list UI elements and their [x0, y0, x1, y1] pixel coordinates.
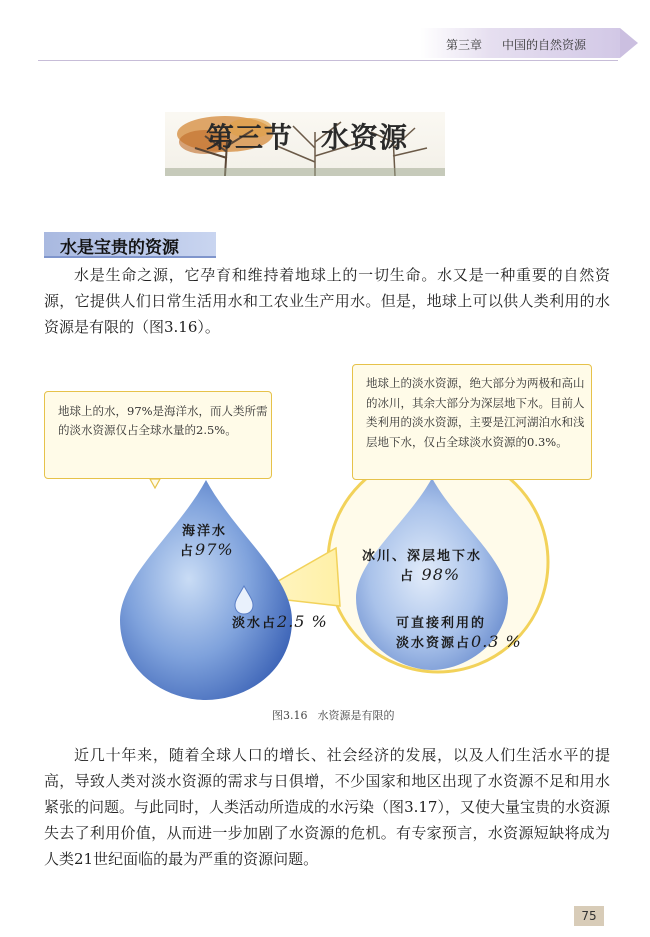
paragraph-2 [44, 742, 610, 872]
subheading: 水是宝贵的资源 [60, 238, 179, 258]
fresh-water-share [232, 612, 328, 631]
ice-groundwater-prefix: 占 [400, 569, 416, 584]
callout-right-text: 地球上的淡水资源，绝大部分为两极和高山的冰川，其余大部分为深层地下水。目前人类利用的淡水资源，主要是江河湖泊水和浅层地下水，仅占全球淡水资源的0.3%。 [366, 376, 585, 449]
ocean-water-value: 97% [195, 540, 234, 559]
figure-number: 图3.16 [272, 709, 308, 722]
figure-caption-text: 水资源是有限的 [317, 709, 395, 722]
ice-groundwater-label: 冰川、深层地下水 [362, 549, 483, 564]
fresh-water-value: 2.5 % [277, 612, 328, 631]
ocean-water-label: 海洋水 [182, 524, 228, 539]
chapter-number: 第三章 [446, 38, 483, 52]
usable-water-label-1: 可直接利用的 [396, 616, 487, 631]
chapter-title: 中国的自然资源 [502, 38, 587, 52]
ocean-water-prefix: 占 [180, 544, 196, 559]
page-number: 75 [574, 906, 604, 926]
section-number: 第三节 [206, 121, 294, 154]
callout-left-text: 地球上的水，97%是海洋水，而人类所需的淡水资源仅占全球水量的2.5%。 [58, 404, 268, 437]
ocean-water-share [180, 540, 234, 559]
section-name: 水资源 [321, 121, 409, 154]
usable-water-label-2: 淡水资源占 [396, 636, 472, 651]
figure-caption [272, 707, 395, 723]
fresh-water-label: 淡水占 [232, 616, 278, 631]
ice-groundwater-share [400, 565, 460, 584]
ice-groundwater-value: 98% [421, 565, 461, 584]
usable-water-value: 0.3 % [471, 632, 522, 651]
paragraph-1-text: 水是生命之源，它孕育和维持着地球上的一切生命。水又是一种重要的自然资源，它提供人们日常生活用水和工农业生产用水。但是，地球上可以供人类利用的水资源是有限的（图3.16）。 [44, 266, 610, 336]
paragraph-2-text: 近几十年来，随着全球人口的增长、社会经济的发展，以及人们生活水平的提高，导致人类对淡水资源的需求与日俱增，不少国家和地区出现了水资源不足和用水紧张的问题。与此同时，人类活动所造成的水污染（图3.17），又使大量宝贵的水资源失去了利用价值，从而进一步加剧了水资源的危机。有专家预言，水资源短缺将成为人类21世纪面临的最为严重的资源问题。 [44, 746, 610, 868]
usable-water-share [396, 632, 522, 651]
